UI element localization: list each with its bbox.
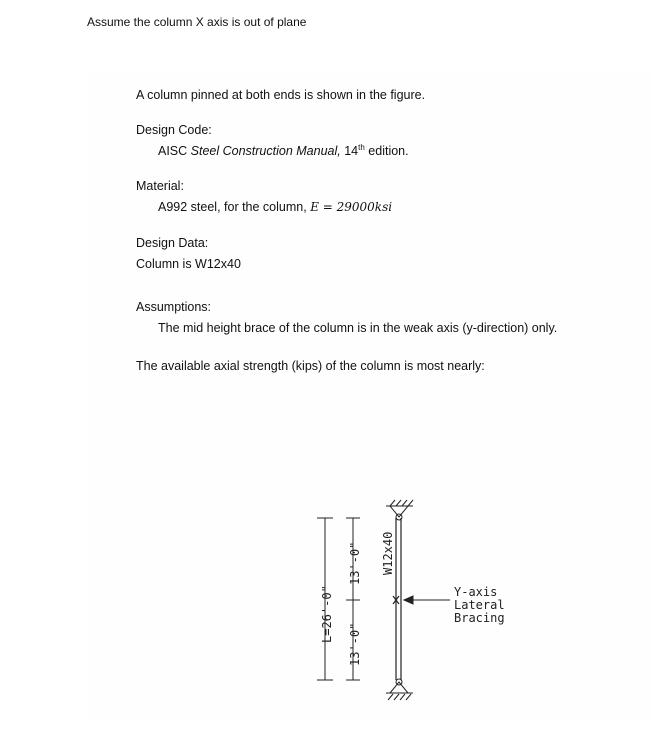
bracing-label-line-3: Bracing (454, 611, 505, 625)
bracing-arrow (404, 596, 450, 604)
design-code-heading: Design Code: (136, 123, 212, 137)
total-length-label: L=26'-0" (320, 585, 334, 643)
top-pin-support (386, 500, 413, 520)
section-label: W12x40 (381, 531, 395, 575)
question-text: The available axial strength (kips) of the column is most nearly: (136, 359, 485, 373)
upper-segment-label: 13'-0" (348, 541, 362, 585)
column-figure (88, 70, 652, 720)
problem-image (88, 70, 652, 720)
bottom-pin-support (386, 679, 413, 700)
modulus-equation: E = 29000ksi (310, 200, 393, 214)
bracing-label-line-1: Y-axis (454, 585, 498, 599)
design-data-text: Column is W12x40 (136, 257, 241, 271)
assumptions-heading: Assumptions: (136, 300, 212, 314)
material-heading: Material: (136, 179, 184, 193)
design-data-heading: Design Data: (136, 236, 209, 250)
bracing-label-line-2: Lateral (454, 598, 505, 612)
material-text: A992 steel, for the column, E = 29000ksi (158, 200, 393, 214)
problem-intro: A column pinned at both ends is shown in the figure. (136, 88, 426, 102)
lower-segment-label: 13'-0" (348, 622, 362, 666)
assumptions-text: The mid height brace of the column is in the weak axis (y-direction) only. (158, 321, 558, 335)
design-code-text: AISC Steel Construction Manual, 14th edition. (158, 142, 409, 158)
instruction-note: Assume the column X axis is out of plane (87, 15, 307, 29)
